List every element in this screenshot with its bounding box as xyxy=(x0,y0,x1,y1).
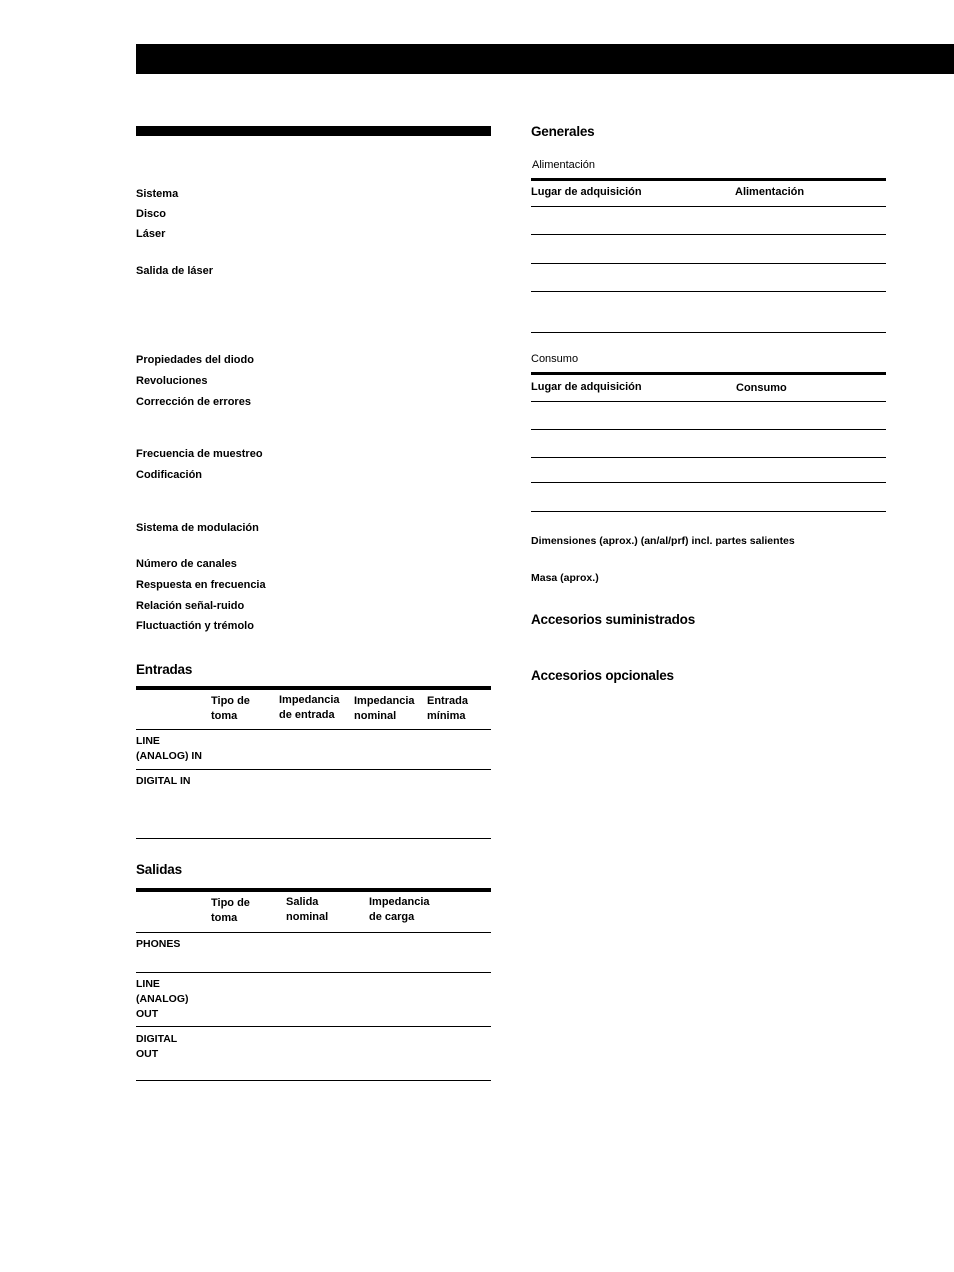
optional-accessories-title: Accesorios opcionales xyxy=(531,668,674,683)
spec-error-correction: Corrección de errores xyxy=(136,396,251,408)
table-row-divider xyxy=(531,457,886,458)
power-header-place: Lugar de adquisición xyxy=(531,186,642,198)
table-rule xyxy=(136,888,491,892)
table-rule xyxy=(136,686,491,690)
consumption-header-consumption: Consumo xyxy=(736,382,787,394)
header-bar xyxy=(136,44,954,74)
table-row-divider xyxy=(136,932,491,933)
spec-laser: Láser xyxy=(136,228,166,240)
outputs-header-load-impedance: Impedancia de carga xyxy=(369,896,430,923)
spec-system: Sistema xyxy=(136,188,179,200)
table-row-divider xyxy=(531,206,886,207)
consumption-label: Consumo xyxy=(531,353,579,365)
table-row-divider xyxy=(136,729,491,730)
table-rule xyxy=(531,372,886,375)
spec-sampling-frequency: Frecuencia de muestreo xyxy=(136,448,263,460)
table-row-divider xyxy=(136,1080,491,1081)
dimensions-label: Dimensiones (aprox.) (an/al/prf) incl. partes salientes xyxy=(531,535,795,547)
inputs-title: Entradas xyxy=(136,662,193,677)
table-row-divider xyxy=(531,291,886,292)
table-row: DIGITAL OUT xyxy=(136,1033,178,1060)
table-rule xyxy=(531,178,886,181)
spec-disc: Disco xyxy=(136,208,166,220)
table-row-divider xyxy=(531,332,886,333)
spec-laser-output: Salida de láser xyxy=(136,265,214,277)
inputs-header-jack-type: Tipo de toma xyxy=(211,695,250,722)
inputs-header-input-impedance: Impedancia de entrada xyxy=(279,694,340,721)
power-label: Alimentación xyxy=(532,159,595,171)
supplied-accessories-title: Accesorios suministrados xyxy=(531,612,696,627)
spec-frequency-response: Respuesta en frecuencia xyxy=(136,579,266,591)
table-row-divider xyxy=(531,429,886,430)
power-header-power: Alimentación xyxy=(735,186,805,198)
inputs-header-minimum-input: Entrada mínima xyxy=(427,695,468,722)
spec-wow-flutter: Fluctuactión y trémolo xyxy=(136,620,254,632)
spec-revolutions: Revoluciones xyxy=(136,375,208,387)
spec-channels: Número de canales xyxy=(136,558,237,570)
general-title: Generales xyxy=(531,124,595,139)
table-row-divider xyxy=(531,263,886,264)
mass-label: Masa (aprox.) xyxy=(531,572,599,584)
consumption-header-place: Lugar de adquisición xyxy=(531,381,642,393)
table-row-divider xyxy=(136,769,491,770)
table-row: LINE (ANALOG) IN xyxy=(136,735,202,762)
inputs-header-rated-impedance: Impedancia nominal xyxy=(354,695,415,722)
table-row-divider xyxy=(136,972,491,973)
section-rule xyxy=(136,126,491,136)
outputs-header-jack-type: Tipo de toma xyxy=(211,897,250,924)
spec-coding: Codificación xyxy=(136,469,203,481)
table-row-divider xyxy=(136,1026,491,1027)
table-row-divider xyxy=(531,511,886,512)
outputs-header-rated-output: Salida nominal xyxy=(286,896,329,923)
outputs-title: Salidas xyxy=(136,862,182,877)
table-row: DIGITAL IN xyxy=(136,775,191,787)
table-row-divider xyxy=(531,401,886,402)
table-row-divider xyxy=(136,838,491,839)
table-row: LINE (ANALOG) OUT xyxy=(136,978,189,1020)
spec-modulation: Sistema de modulación xyxy=(136,522,259,534)
spec-diode: Propiedades del diodo xyxy=(136,354,254,366)
table-row: PHONES xyxy=(136,938,181,950)
table-row-divider xyxy=(531,234,886,235)
spec-snr: Relación señal-ruido xyxy=(136,600,245,612)
table-row-divider xyxy=(531,482,886,483)
